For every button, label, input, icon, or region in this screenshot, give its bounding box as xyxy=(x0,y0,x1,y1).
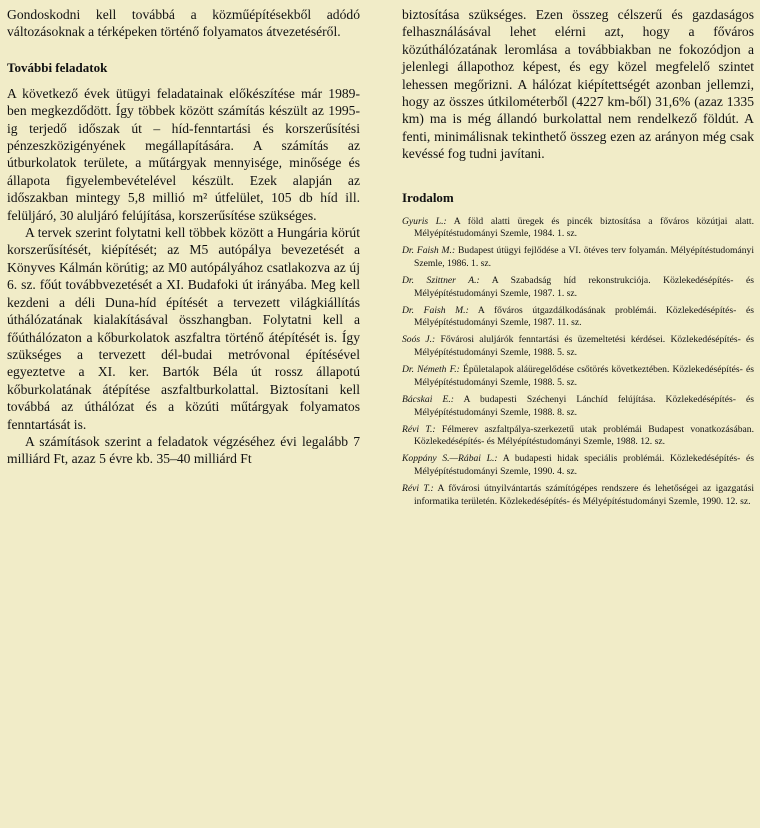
reference-author: Révi T.: xyxy=(402,482,434,494)
reference-author: Koppány S.—Rábai L.: xyxy=(402,453,498,465)
reference-list xyxy=(402,216,754,509)
body-paragraph: A tervek szerint folytatni kell többek között a Hungária körút korszerűsítését, kiépítését; az M5 autópálya bevezetését a Könyves Kálmán körútig; az M0 autópályához csatlakozva az új 6. sz. főút továbbvezetését a XI. Budafoki út irányába. Meg kell kezdeni a déli Duna-híd építését a tervezett világkiállítás úthálózatának kialakításával összhangban. Folytatni kell a főúthálózaton a kőburkolatok aszfaltra történő átépítését is. Így szükséges a tervezett dél-budai metróvonal építésével egyeztetve a XI. ker. Bartók Béla út rossz állapotú kőburkolatának átépítése aszfaltburkolattal. Biztosítani kell továbbá az úthálózat és a közúti műtárgyak folyamatos fenntartását is. xyxy=(7,225,360,432)
reference-item xyxy=(402,275,754,300)
reference-author: Dr. Szittner A.: xyxy=(402,275,480,287)
body-paragraph: A számítások szerint a feladatok végzéséhez évi legalább 7 milliárd Ft, azaz 5 évre kb. 35–40 milliárd Ft xyxy=(7,433,360,467)
reference-item xyxy=(402,245,754,270)
reference-item xyxy=(402,453,754,478)
reference-text: Épületalapok aláüregelődése csőtörés következtében. Közlekedésépítés- és Mélyépítéstudományi Szemle, 1988. 5. sz. xyxy=(414,364,754,388)
references-heading: Irodalom xyxy=(402,189,454,205)
reference-text: A Szabadság híd rekonstrukciója. Közlekedésépítés- és Mélyépítéstudományi Szemle, 1987. 1. sz. xyxy=(414,275,755,299)
reference-author: Soós J.: xyxy=(402,334,436,346)
reference-text: Fővárosi aluljárók fenntartási és üzemeltetési kérdései. Közlekedésépítés- és Mélyépítéstudományi Szemle, 1988. 5. sz. xyxy=(414,334,755,359)
right-column xyxy=(402,6,754,513)
left-column xyxy=(7,6,360,468)
reference-author: Dr. Németh F.: xyxy=(402,364,460,376)
reference-item xyxy=(402,394,754,419)
reference-text: A budapesti hidak speciális problémái. Közlekedésépítés- és Mélyépítéstudományi Szemle, 1990. 4. sz. xyxy=(414,453,754,477)
body-paragraph: A következő évek ütügyi feladatainak előkészítése már 1989-ben megkezdődött. Így többek között számítás készült az 1995-ig terjedő időszak út – híd-fenntartási és korszerűsítési pénzeszközigényének megállapítására. A számítás az útburkolatok területe, a műtárgyak mennyisége, minősége és állapota figyelembevételével készült. Ezek alapján az időszakban mintegy 5,8 millió m² útfelület, 105 db híd ill. felüljáró, 30 aluljáró felújítása, korszerűsítése szükséges. xyxy=(7,85,360,223)
reference-item xyxy=(402,334,754,359)
reference-item xyxy=(402,364,754,389)
reference-text: A fővárosi útnyilvántartás számítógépes rendszere és lehetőségei az igazgatási informatika területén. Közlekedésépítés- és Mélyépítéstudományi Szemle, 1990. 12. sz. xyxy=(414,482,754,507)
reference-author: Gyuris L.: xyxy=(402,215,447,227)
reference-item xyxy=(402,424,754,449)
reference-author: Dr. Faish M.: xyxy=(402,304,469,316)
reference-text: A főváros útgazdálkodásának problémái. Közlekedésépítés- és Mélyépítéstudományi Szemle, 1987. 11. sz. xyxy=(414,304,754,329)
intro-paragraph: Gondoskodni kell továbbá a közműépítésekből adódó változásoknak a térképeken történő folyamatos átvezetéséről. xyxy=(7,7,360,40)
section-heading: További feladatok xyxy=(7,59,108,75)
reference-text: Budapest útügyi fejlődése a VI. ötéves terv folyamán. Mélyépítéstudományi Szemle, 1986. 1. sz. xyxy=(414,245,754,270)
reference-text: A budapesti Széchenyi Lánchíd felújítása. Közlekedésépítés- és Mélyépítéstudományi Szemle, 1988. 8. sz. xyxy=(414,393,754,418)
reference-author: Révi T.: xyxy=(402,423,436,435)
reference-author: Dr. Faish M.: xyxy=(402,245,456,257)
reference-item xyxy=(402,305,754,330)
reference-author: Bácskai E.: xyxy=(402,393,454,405)
reference-item xyxy=(402,483,754,508)
reference-item xyxy=(402,216,754,241)
reference-text: Félmerev aszfaltpálya-szerkezetű utak problémái Budapest vonatkozásában. Közlekedésépítés- és Mélyépítéstudományi Szemle, 1988. 12. sz. xyxy=(414,423,754,448)
reference-text: A föld alatti üregek és pincék biztosítása a főváros közútjai alatt. Mélyépítéstudományi Szemle, 1984. 1. sz. xyxy=(414,215,754,240)
continuation-paragraph: biztosítása szükséges. Ezen összeg célszerű és gazdaságos felhasználásával lehet elérni azt, hogy a főváros közúthálózatának leromlása a továbbiakban ne fokozódjon a jelenlegi állapothoz képest, és egy közel megfelelő szintet lehessen megőrizni. A hálózat kiépítettségét azonban jellemzi, hogy az összes útkilométerből (4227 km-ből) 31,6% (azaz 1335 km) ma is még állandó burkolattal nem rendelkező földút. A fenti, minimálisnak tekinthető összeg ezen az arányon még csak kevéssé fog tudni javítani. xyxy=(402,7,754,162)
